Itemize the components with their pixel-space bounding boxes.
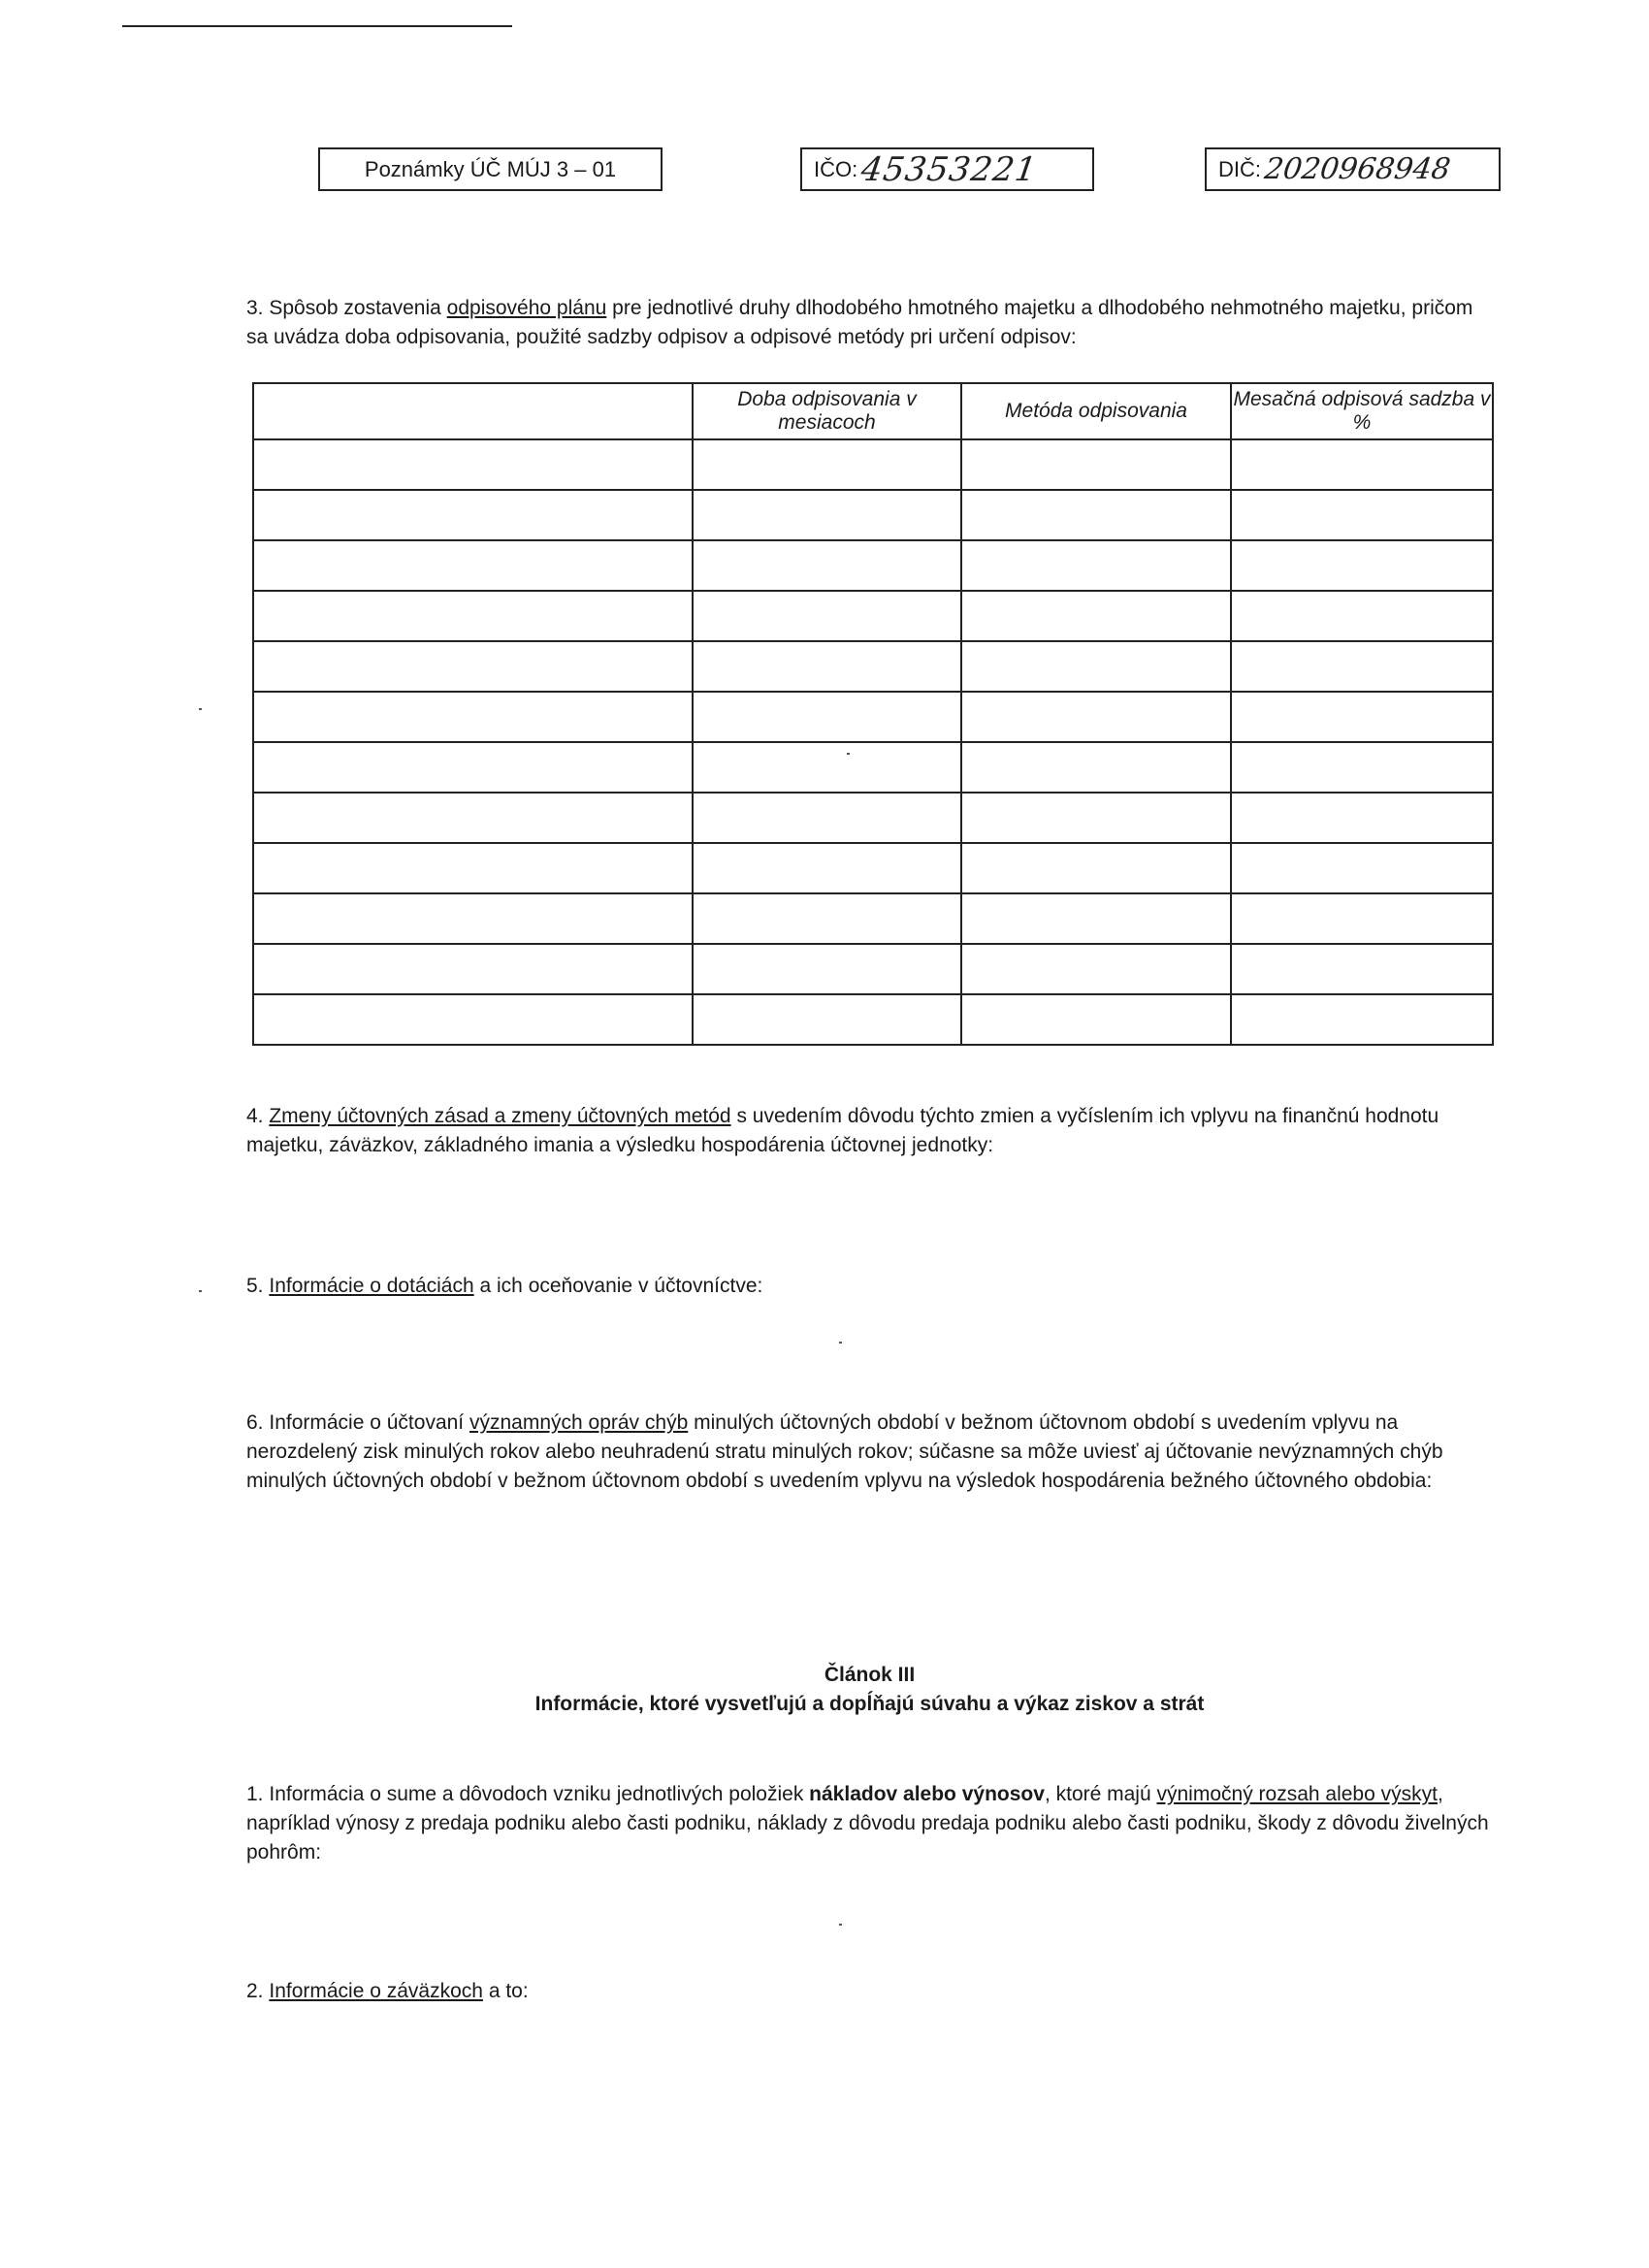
table-cell (693, 893, 961, 944)
table-row (253, 843, 1493, 893)
article-item-1 (246, 1780, 1493, 1867)
table-cell (693, 994, 961, 1045)
table-cell (961, 742, 1231, 793)
item-text: a to: (488, 1980, 529, 2002)
item-bold-text: nákladov alebo výnosov (809, 1783, 1045, 1805)
section-number: 4. (246, 1105, 264, 1127)
table-cell (253, 439, 693, 490)
table-cell (693, 742, 961, 793)
dic-label: DIČ: (1218, 156, 1261, 181)
section-6 (246, 1409, 1493, 1496)
table-cell (961, 641, 1231, 692)
table-cell (253, 742, 693, 793)
form-id-box (318, 147, 663, 191)
table-row (253, 641, 1493, 692)
table-cell (961, 843, 1231, 893)
table-cell (693, 793, 961, 843)
item-text: , napríklad výnosy z predaja podniku alebo časti podniku, náklady z dôvodu predaja podniku alebo časti podniku, škody z dôvodu živelných pohrôm: (246, 1783, 1489, 1863)
table-cell (253, 793, 693, 843)
column-header (253, 383, 693, 439)
table-cell (961, 591, 1231, 641)
table-header-row (253, 383, 1493, 439)
table-cell (1231, 490, 1493, 540)
section-number: 5. (246, 1275, 264, 1297)
table-cell (693, 490, 961, 540)
column-header: Doba odpisovania v mesiacoch (693, 383, 961, 439)
depreciation-plan-link: odpisového plánu (446, 297, 607, 319)
item-text: Informácia o sume a dôvodoch vzniku jednotlivých položiek (269, 1783, 804, 1805)
table-row (253, 742, 1493, 793)
table-cell (693, 641, 961, 692)
table-cell (253, 540, 693, 591)
table-row (253, 994, 1493, 1045)
exceptional-items-link: výnimočný rozsah alebo výskyt (1156, 1783, 1438, 1805)
table-cell (1231, 439, 1493, 490)
article-subtitle: Informácie, ktoré vysvetľujú a dopĺňajú súvahu a výkaz ziskov a strát (534, 1693, 1205, 1715)
table-cell (253, 893, 693, 944)
table-cell (253, 944, 693, 994)
table-cell (253, 994, 693, 1045)
scan-speck (199, 708, 202, 710)
scan-speck (199, 1290, 202, 1292)
column-header: Metóda odpisovania (961, 383, 1231, 439)
table-cell (693, 944, 961, 994)
table-row (253, 944, 1493, 994)
column-header: Mesačná odpisová sadzba v % (1231, 383, 1493, 439)
table-cell (693, 439, 961, 490)
table-row (253, 490, 1493, 540)
article-item-2 (246, 1977, 1493, 2006)
ico-box (800, 147, 1094, 191)
item-number: 2. (246, 1980, 264, 2002)
ico-value: 45353221 (858, 149, 1041, 189)
table-cell (1231, 641, 1493, 692)
table-cell (1231, 742, 1493, 793)
table-cell (1231, 843, 1493, 893)
error-corrections-link: významných opráv chýb (469, 1411, 689, 1434)
scan-speck (839, 1342, 842, 1344)
table-cell (961, 793, 1231, 843)
table-cell (961, 692, 1231, 742)
table-row (253, 893, 1493, 944)
subsidies-link: Informácie o dotáciách (269, 1275, 474, 1297)
table-row (253, 793, 1493, 843)
item-text: , ktoré majú (1044, 1783, 1151, 1805)
table-cell (693, 540, 961, 591)
table-cell (253, 641, 693, 692)
section-text: s uvedením dôvodu týchto zmien a vyčíslením ich vplyvu na finančnú hodnotu majetku, záväzkov, základného imania a výsledku hospodárenia účtovnej jednotky: (246, 1105, 1439, 1156)
table-row (253, 540, 1493, 591)
section-4 (246, 1102, 1493, 1160)
dic-value: 2020968948 (1262, 152, 1453, 186)
table-row (253, 591, 1493, 641)
table-row (253, 692, 1493, 742)
depreciation-table (252, 382, 1494, 1046)
scan-speck (847, 753, 850, 755)
table-cell (1231, 540, 1493, 591)
table-cell (253, 843, 693, 893)
table-cell (693, 591, 961, 641)
section-number: 3. (246, 297, 264, 319)
section-text: Spôsob zostavenia (269, 297, 441, 319)
table-cell (1231, 793, 1493, 843)
ico-label: IČO: (814, 156, 858, 181)
table-cell (253, 490, 693, 540)
section-5 (246, 1272, 1493, 1301)
table-cell (693, 843, 961, 893)
top-rule (122, 25, 512, 27)
table-cell (1231, 591, 1493, 641)
table-cell (961, 944, 1231, 994)
table-cell (961, 994, 1231, 1045)
table-cell (253, 591, 693, 641)
table-cell (693, 692, 961, 742)
article-title: Článok III (824, 1664, 916, 1686)
table-cell (1231, 994, 1493, 1045)
table-cell (961, 540, 1231, 591)
dic-box (1205, 147, 1501, 191)
table-cell (1231, 692, 1493, 742)
form-label: Poznámky ÚČ MÚJ 3 – 01 (364, 156, 617, 181)
accounting-changes-link: Zmeny účtovných zásad a zmeny účtovných metód (269, 1105, 731, 1127)
table-cell (253, 692, 693, 742)
section-3 (246, 294, 1493, 352)
section-text: Informácie o účtovaní (269, 1411, 465, 1434)
section-text: pre jednotlivé druhy dlhodobého hmotného majetku a dlhodobého nehmotného majetku, pričom sa uvádza doba odpisovania, použité sadzby odpisov a odpisové metódy pri určení odpisov: (246, 297, 1473, 348)
table-cell (961, 893, 1231, 944)
scan-speck (839, 1924, 842, 1926)
section-text: a ich oceňovanie v účtovníctve: (479, 1275, 763, 1297)
table-cell (1231, 893, 1493, 944)
liabilities-link: Informácie o záväzkoch (269, 1980, 483, 2002)
table-cell (1231, 944, 1493, 994)
section-number: 6. (246, 1411, 264, 1434)
item-number: 1. (246, 1783, 264, 1805)
table-row (253, 439, 1493, 490)
table-cell (961, 490, 1231, 540)
section-text: minulých účtovných období v bežnom účtovnom období s uvedením vplyvu na nerozdelený zisk minulých rokov alebo neuhradenú stratu minulých rokov; súčasne sa môže uviesť aj účtovanie nevýznamných chýb minulých účtovných období v bežnom účtovnom období s uvedením vplyvu na výsledok hospodárenia bežného účtovného obdobia: (246, 1411, 1443, 1492)
table-cell (961, 439, 1231, 490)
